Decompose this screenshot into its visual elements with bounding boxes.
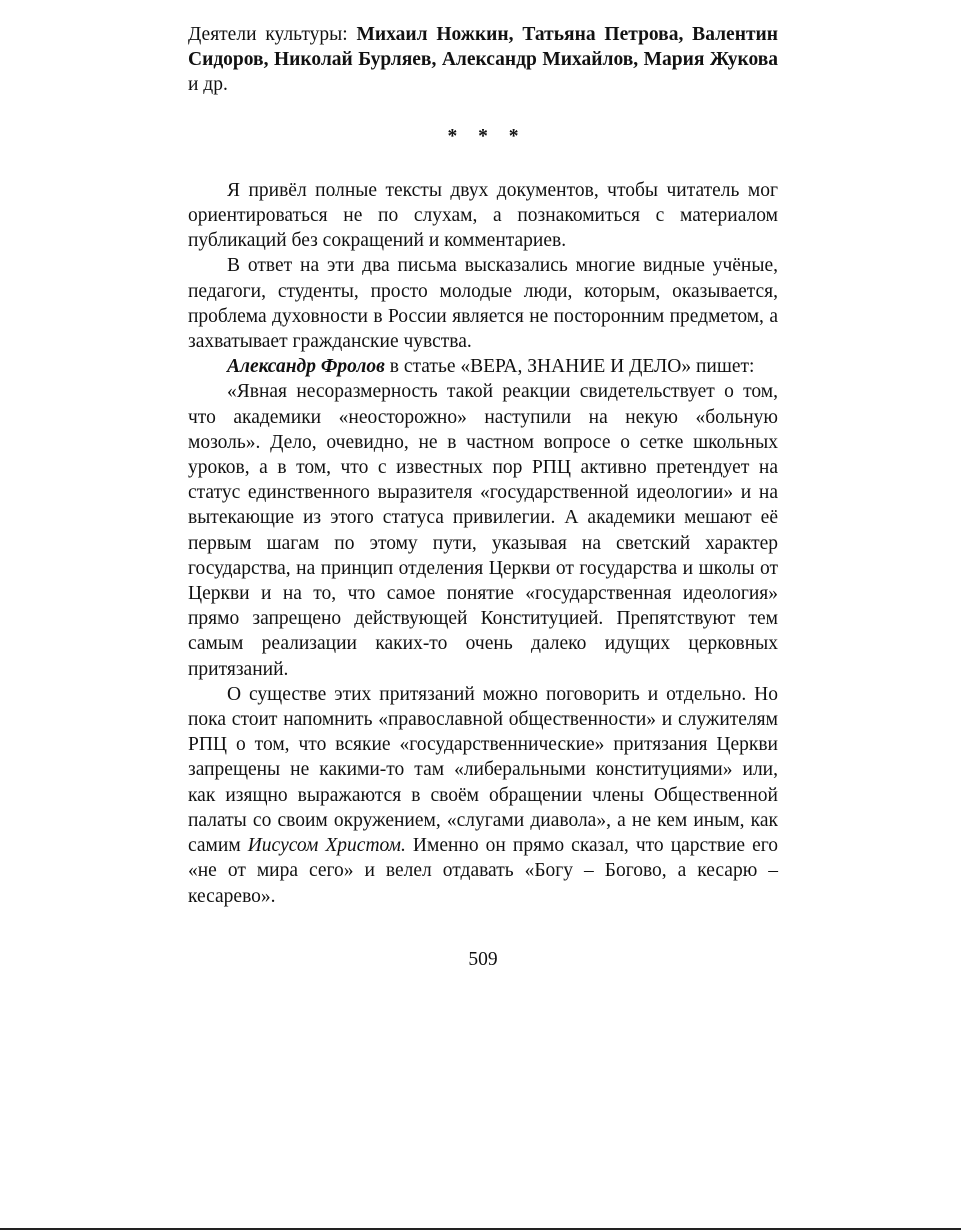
section-separator: * * * — [447, 125, 527, 147]
paragraph-3-text: в статье «ВЕРА, ЗНАНИЕ И ДЕЛО» пишет: — [384, 356, 755, 378]
intro-suffix: и др. — [188, 74, 228, 96]
intro-names: Михаил Ножкин, Татьяна Петрова, Валентин Сидоров, Николай Бурляев, Александр Михайлов, Мария Жукова — [188, 24, 778, 71]
paragraph-5-text-before: О существе этих притязаний можно поговорить и отдельно. Но пока стоит напомнить «православной общественности» и служителям РПЦ о том, что всякие «государственнические» притязания Церкви запрещены не какими-то там «либеральными конституциями» или, как изящно выражаются в своём обращении члены Общественной палаты со своим окружением, «слугами диавола», а не кем иным, как самим — [188, 683, 778, 857]
intro-prefix: Деятели культуры: — [188, 24, 357, 45]
page-number: 509 — [468, 949, 498, 970]
paragraph-3 — [188, 354, 778, 379]
paragraph-5-italic: Иисусом Христом. — [247, 835, 406, 857]
paragraph-1: Я привёл полные тексты двух документов, чтобы читатель мог ориентироваться не по слухам, а познакомиться с материалом публикаций без сокращений и комментариев. — [188, 179, 778, 252]
paragraph-5-text-after: Именно он прямо сказал, что царствие его «не от мира сего» и велел отдавать «Богу – Богово, а кесарю – кесарево». — [188, 835, 778, 907]
paragraph-5 — [188, 682, 778, 909]
intro-paragraph — [188, 22, 778, 98]
page-text — [188, 22, 778, 909]
paragraph-2: В ответ на эти два письма высказались многие видные учёные, педагоги, студенты, просто молодые люди, которым, оказывается, проблема духовности в России является не посторонним предметом, а захватывает гражданские чувства. — [188, 255, 778, 353]
author-name: Александр Фролов — [227, 356, 385, 378]
paragraph-4-quote: «Явная несоразмерность такой реакции свидетельствует о том, что академики «неосторожно» наступили на некую «больную мозоль». Дело, очевидно, не в частном вопросе о сетке школьных уроков, а в том, что с известных пор РПЦ активно претендует на статус единственного выразителя «государственной идеологии» и на вытекающие из этого статуса привилегии. А академики мешают её первым шагам по этому пути, указывая на светский характер государства, на принцип отделения Церкви от государства и школы от Церкви и на то, что самое понятие «государственная идеология» прямо запрещено действующей Конституцией. Препятствуют тем самым реализации каких-то очень далеко идущих церковных притязаний. — [188, 381, 778, 680]
